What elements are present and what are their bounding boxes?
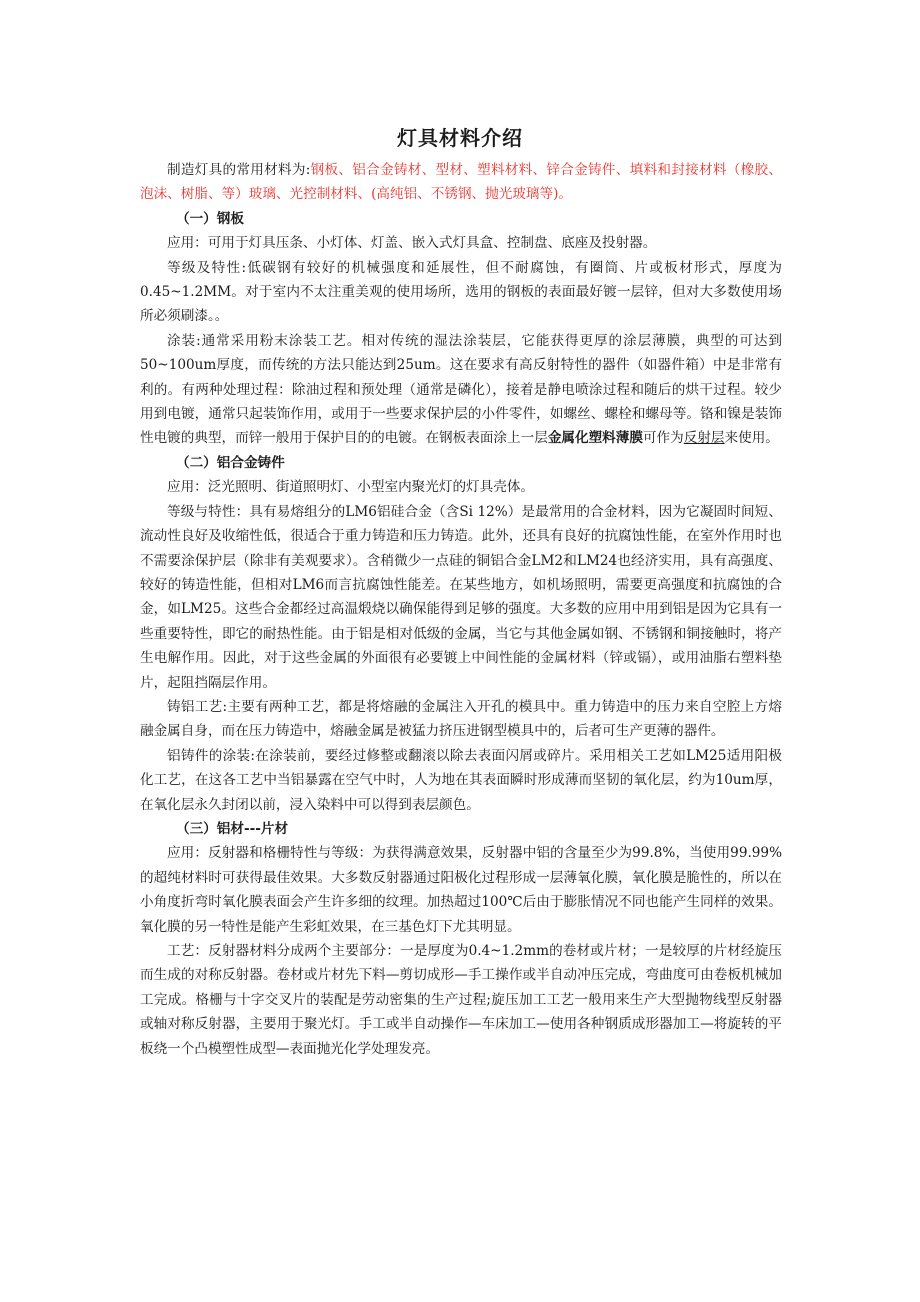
alloy-application: 应用：泛光照明、街道照明灯、小型室内聚光灯的灯具壳体。 bbox=[167, 479, 535, 496]
section-heading-alloy: （二）铝合金铸件 bbox=[176, 454, 285, 471]
reflector-layer-term: 反射层 bbox=[683, 430, 725, 447]
section-heading-steel: （一）钢板 bbox=[176, 210, 244, 227]
document-title: 灯具材料介绍 bbox=[397, 126, 523, 150]
profile-process: 工艺：反射器材料分成两个主要部分：一是厚度为0.4~1.2mm的卷材或片材；一是较厚的片材经旋压而生成的对称反射器。卷材或片材先下料—剪切成形—手工操作或半自动冲压完成，弯曲度可由卷板机械加工完成。格栅与十字交叉片的装配是劳动密集的生产过程;旋压加工工艺一般用来生产大型抛物线型反射器或轴对称反射器，主要用于聚光灯。手工或半自动操作—车床加工—使用各种钢质成形器加工—将旋转的平板绕一个凸模塑性成型—表面抛光化学处理发亮。 bbox=[140, 943, 782, 1057]
steel-application: 应用：可用于灯具压条、小灯体、灯盖、嵌入式灯具盒、控制盘、底座及投射器。 bbox=[167, 235, 657, 252]
materials-list: 钢板、铝合金铸材、型材、塑料材料、锌合金铸件、填料和封接材料（橡胶、泡沫、树脂、等）玻璃、光控制材料、(高纯铝、不锈钢、抛光玻璃等)。 bbox=[140, 162, 782, 203]
steel-coating bbox=[140, 329, 782, 451]
steel-coating-text-3: 来使用。 bbox=[724, 430, 779, 447]
metallized-film-term: 金属化塑料薄膜 bbox=[547, 430, 643, 447]
intro-paragraph bbox=[140, 158, 782, 207]
intro-lead: 制造灯具的常用材料为: bbox=[167, 162, 311, 178]
alloy-grade: 等级与特性：具有易熔组分的LM6铝硅合金（含Si 12%）是最常用的合金材料，因为它凝固时间短、流动性良好及收缩性低，很适合于重力铸造和压力铸造。此外，还具有良好的抗腐蚀性能，在室外作用时也不需要涂保护层（除非有美观要求）。含稍微少一点硅的铜铝合金LM2和LM24也经济实用，具有高强度、较好的铸造性能，但相对LM6而言抗腐蚀性能差。在某些地方，如机场照明，需要更高强度和抗腐蚀的合金，如LM25。这些合金都经过高温煅烧以确保能得到足够的强度。大多数的应用中用到铝是因为它具有一些重要特性，即它的耐热性能。由于铝是相对低级的金属，当它与其他金属如钢、不锈钢和铜接触时，将产生电解作用。因此，对于这些金属的外面很有必要镀上中间性能的金属材料（锌或镉），或用油脂右塑料垫片，起阻挡隔层作用。 bbox=[140, 503, 782, 691]
profile-application: 应用：反射器和格栅特性与等级：为获得满意效果，反射器中铝的含量至少为99.8%，当使用99.99%的超纯材料时可获得最佳效果。大多数反射器通过阳极化过程形成一层薄氧化膜，氧化膜是脆性的，所以在小角度折弯时氧化膜表面会产生许多细的纹理。加热超过100℃后由于膨胀情况不同也能产生同样的效果。氧化膜的另一特性是能产生彩虹效果，在三基色灯下尤其明显。 bbox=[140, 845, 782, 935]
steel-coating-text: 涂装:通常采用粉末涂装工艺。相对传统的湿法涂装层，它能获得更厚的涂层薄膜，典型的可达到50~100um厚度，而传统的方法只能达到25um。这在要求有高反射特性的器件（如器件箱）中是非常有利的。有两种处理过程：除油过程和预处理（通常是磷化），接着是静电喷涂过程和随后的烘干过程。较少用到电镀，通常只起装饰作用，或用于一些要求保护层的小件零件，如螺丝、螺栓和螺母等。铬和镍是装饰性电镀的典型，而锌一般用于保护目的的电镀。在钢板表面涂上一层 bbox=[140, 332, 782, 447]
section-heading-profile: （三）铝材---片材 bbox=[176, 820, 289, 837]
alloy-coating: 铝铸件的涂装:在涂装前，要经过修整或翻滚以除去表面闪屑或碎片。采用相关工艺如LM25适用阳极化工艺，在这各工艺中当铝暴露在空气中时，人为地在其表面瞬时形成薄而坚韧的氧化层，约为10um厚，在氧化层永久封闭以前，浸入染料中可以得到表层颜色。 bbox=[140, 747, 782, 813]
steel-coating-text-2: 可作为 bbox=[642, 430, 684, 447]
document-body bbox=[140, 158, 782, 1061]
alloy-casting: 铸铝工艺:主要有两种工艺，都是将熔融的金属注入开孔的模具中。重力铸造中的压力来自空腔上方熔融金属自身，而在压力铸造中，熔融金属是被猛力挤压进钢型模具中的，后者可生产更薄的器件。 bbox=[140, 698, 782, 740]
steel-grade: 等级及特性:低碳钢有较好的机械强度和延展性，但不耐腐蚀，有圈筒、片或板材形式，厚度为0.45~1.2MM。对于室内不太注重美观的使用场所，选用的钢板的表面最好镀一层锌，但对大多数使用场所必须刷漆。。 bbox=[140, 259, 782, 325]
